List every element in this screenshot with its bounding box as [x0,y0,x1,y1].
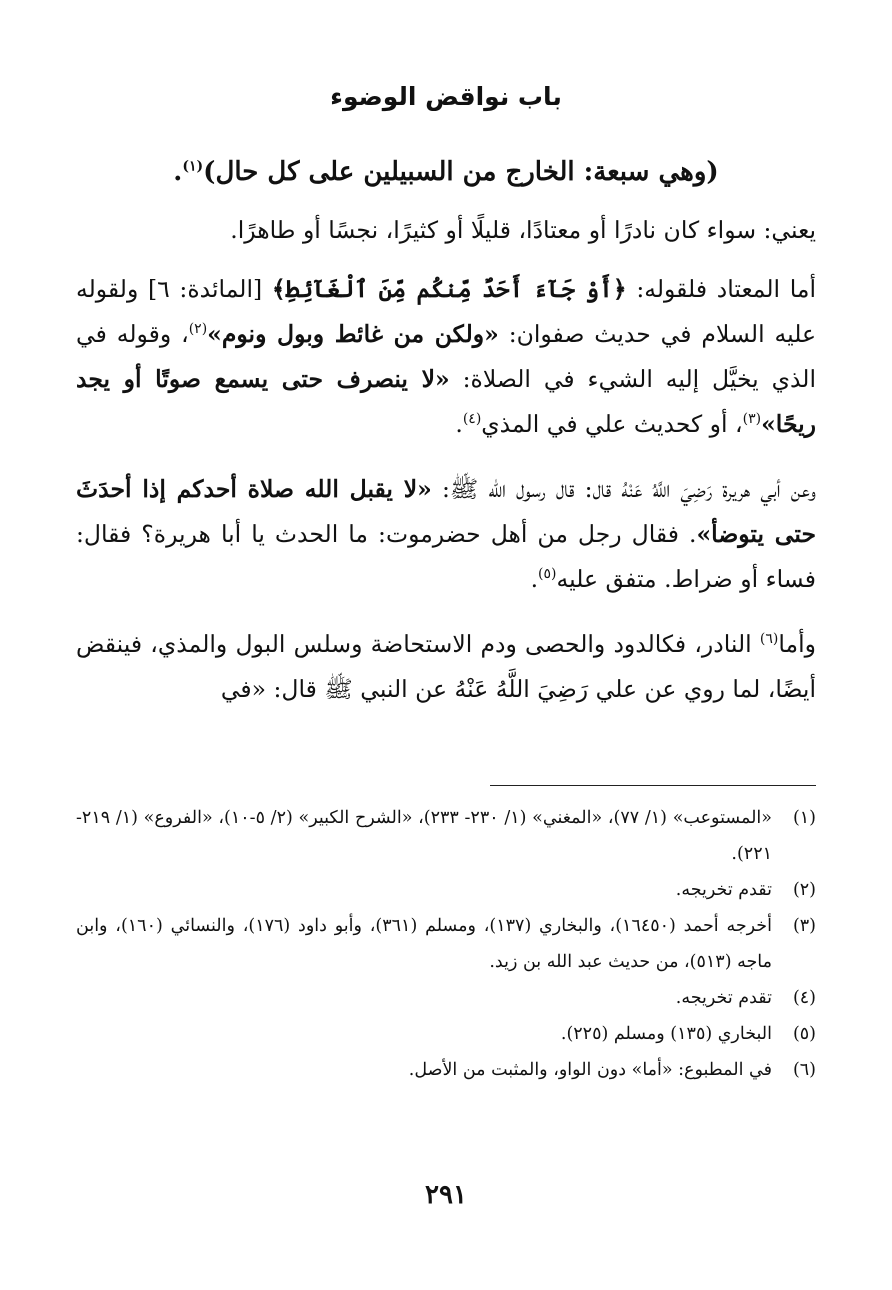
hadith-prayer: «لا ينصرف حتى يسمع صوتًا أو يجد ريحًا» [76,365,816,438]
quran-verse: ﴿أَوْ جَآءَ أَحَدٌ مِّنكُم مِّنَ ٱلْغَآئِطِ﴾ [271,275,627,303]
paragraph-4 [76,622,816,712]
page-number: ٢٩١ [425,1180,467,1210]
footnote-item [76,872,816,908]
book-page [76,0,816,1290]
footnote-item [76,980,816,1016]
footnote-item [76,908,816,980]
p4-part-a: وأما [778,630,816,658]
footnote-ref-2[interactable]: (٢) [188,321,208,338]
footnote-item [76,1052,816,1088]
footnote-number: (٥) [792,1024,816,1044]
footnote-item [76,800,816,872]
footnote-ref-1[interactable]: (١) [182,158,204,175]
paragraph-1: يعني: سواء كان نادرًا أو معتادًا، قليلًا أو كثيرًا، نجسًا أو طاهرًا. [230,216,816,244]
chapter-title: باب نواقض الوضوء [330,82,562,111]
p2-part-d: ، أو كحديث علي في المذي [481,410,743,438]
main-text [76,150,816,732]
hadith-abu-hurayra: «لا يقبل الله صلاة أحدكم إذا أحدَثَ حتى يتوضأ» [76,475,816,548]
footnote-number: (٦) [792,1060,816,1080]
lead-text: (وهي سبعة: الخارج من السبيلين على كل حال) [203,157,719,187]
footnote-item [76,1016,816,1052]
hadith-safwan: «ولكن من غائط وبول ونوم» [207,320,499,348]
p2-part-c: ، وقوله في الذي يخيَّل إليه الشيء في الصلاة: [76,320,816,393]
p2-part-e: . [455,410,463,438]
footnote-text: البخاري (١٣٥) ومسلم (٢٢٥). [560,1024,772,1044]
paragraph-3 [76,467,816,602]
footnote-number: (٤) [792,988,816,1008]
footnote-ref-4[interactable]: (٤) [462,411,482,428]
p3-part-c: . [530,565,539,593]
footnote-text: في المطبوع: «أما» دون الواو، والمثبت من الأصل. [408,1060,772,1080]
p4-part-b: النادر، فكالدود والحصى ودم الاستحاضة وسلس البول والمذي، فينقض أيضًا، لما روي عن علي رَضِيَ اللَّهُ عَنْهُ عن النبي ﷺ قال: «في [76,630,816,703]
footnote-text: تقدم تخريجه. [675,880,772,900]
p3-part-b: . فقال رجل من أهل حضرموت: ما الحدث يا أبا هريرة؟ فقال: فساء أو ضراط. متفق عليه [76,520,816,593]
p2-part-b: [المائدة: ٦] ولقوله عليه السلام في حديث صفوان: [76,275,817,348]
footnote-ref-6[interactable]: (٦) [759,631,779,648]
p3-part-a: وعن أبي هريرة رَضِيَ اللَّهُ عَنْهُ قال: قال رسول الله ﷺ: [431,475,817,503]
footnote-text: «المستوعب» (١/ ٧٧)، «المغني» (١/ ٢٣٠- ٢٣٣)، «الشرح الكبير» (٢/ ٥-١٠)، «الفروع» (١/ ٢١٩- ٢٢١). [76,808,772,864]
footnote-text: أخرجه أحمد (١٦٤٥٠)، والبخاري (١٣٧)، ومسلم (٣٦١)، وأبو داود (١٧٦)، والنسائي (١٦٠)، وابن ماجه (٥١٣)، من حديث عبد الله بن زيد. [76,916,772,972]
footnote-text: تقدم تخريجه. [675,988,772,1008]
footnote-ref-3[interactable]: (٣) [742,411,762,428]
lead-statement [76,150,816,194]
footnote-divider [490,785,816,786]
lead-end: . [173,157,183,187]
footnote-number: (١) [792,808,816,828]
paragraph-2 [76,267,816,447]
p2-part-a: أما المعتاد فلقوله: [626,275,817,303]
footnote-number: (٣) [792,916,816,936]
footnotes [76,800,816,1088]
footnote-number: (٢) [792,880,816,900]
footnote-ref-5[interactable]: (٥) [538,566,557,583]
